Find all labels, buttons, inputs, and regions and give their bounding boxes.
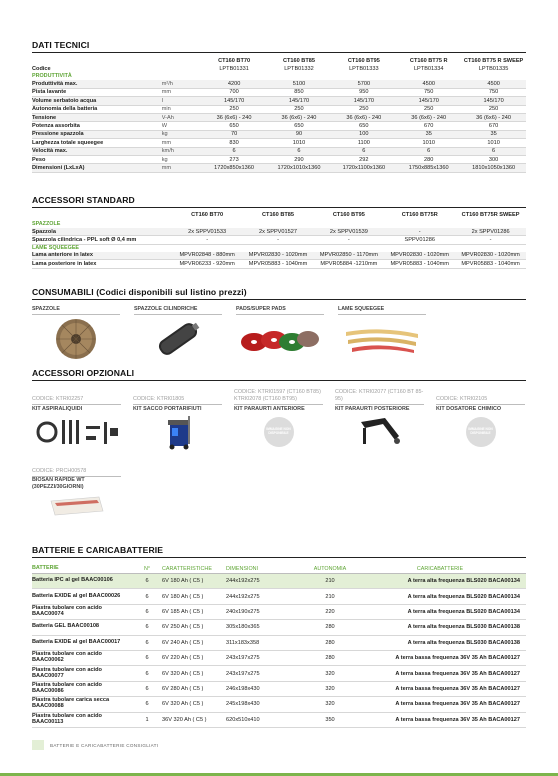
row-label: Spazzola [32,228,56,235]
batteries-legend [32,740,158,750]
optional-item-rear-bumper-kit [335,385,424,451]
row-value: 1810x1050x1360 [472,164,516,171]
row-value: 36 (6x6) - 240 [281,114,317,121]
biosan-image [32,491,121,521]
row-value: 650 [229,123,239,130]
consumables-section [32,287,526,363]
model-header: CT160 BT75R [401,211,438,218]
battery-dimensions: 243x197x275 [226,655,260,662]
batteries-header-row [32,564,526,574]
battery-qty: 6 [145,639,149,646]
col-header: CARICABATTERIE [416,565,464,572]
row-value: 35 [425,131,432,138]
row-value: 4200 [227,81,241,88]
row-value: - [206,237,209,244]
tech-row [32,122,526,130]
batteries-section [32,545,526,728]
batteries-rows [32,574,526,728]
row-value: MPVR05884 -1210mm [320,260,378,267]
row-value: 145/170 [483,97,504,104]
optional-name: KIT PARAURTI POSTERIORE [335,406,410,412]
row-value: 36 (6x6) - 240 [411,114,447,121]
battery-qty: 6 [145,608,149,615]
optional-name: KIT PARAURTI ANTERIORE [234,406,305,412]
row-label: Dimensioni (LxLxA) [32,164,85,171]
model-header: CT160 BT85 [282,57,315,64]
model-header: CT160 BT85 [261,211,295,218]
row-value: MPVR06233 - 920mm [179,260,235,267]
row-value: 5700 [357,81,371,88]
battery-row [32,682,526,697]
optional-item-front-bumper-kit [234,385,323,451]
tech-row [32,156,526,164]
code-label: Codice [32,66,51,73]
row-value: 292 [359,156,369,163]
brushes-subheader: SPAZZOLE [32,221,61,227]
row-value: 280 [424,156,434,163]
model-header: CT160 BT95 [332,211,365,218]
row-value: 273 [229,156,239,163]
row-label: Velocità max. [32,148,68,155]
optional-code: CODICE: KTRI01805 [133,385,222,405]
row-value: MPVR02848 - 880mm [179,252,235,259]
row-value: 750 [488,89,499,96]
battery-name: Batteria EXIDE al gel BAAC00017 [32,638,121,645]
row-label: Lama posteriore in latex [32,260,97,267]
battery-qty: 6 [145,701,149,708]
row-value: 6 [492,148,496,155]
row-unit: kg [161,156,168,163]
battery-charger: A terra alta frequenza BLS020 BACA00134 [407,608,520,615]
tech-rows [32,80,526,172]
battery-row [32,636,526,651]
row-value: 670 [424,123,434,130]
battery-dimensions: 240x190x275 [226,608,260,615]
row-label: Larghezza totale squeegee [32,139,104,146]
standard-section [32,195,526,269]
battery-row [32,574,526,589]
tech-header-row [32,56,526,65]
optional-item-biosan [32,457,121,521]
row-value: 2x SPPV01286 [471,228,510,235]
row-value: 300 [488,156,499,163]
waste-bag-kit-image [133,413,222,451]
row-value: 850 [294,89,304,96]
battery-qty: 1 [145,716,149,723]
image-unavailable-placeholder: IMMAGINE NON DISPONIBILE [264,417,294,447]
model-code: LPTB01333 [349,66,379,73]
col-header: AUTONOMIA [313,565,347,572]
row-value: 2x SPPV01527 [259,228,297,235]
battery-spec: 6V 185 Ah ( C5 ) [162,608,204,615]
battery-charger: A terra alta frequenza BLS030 BACA00138 [407,624,520,631]
battery-qty: 6 [145,593,149,600]
consumable-squeegee-blades [338,306,426,363]
squeegee-subheader: LAME SQUEEGEE [32,244,80,251]
optional-code: CODICE: KTRI02257 [32,385,121,405]
battery-dimensions: 246x198x430 [226,685,260,692]
row-unit: l [161,97,163,104]
row-label: Pista lavante [32,89,67,96]
row-value: 1010 [422,139,435,146]
row-unit: m²/h [161,81,173,88]
standard-row [32,252,526,260]
row-value: 145/170 [418,97,439,104]
battery-autonomy: 210 [325,593,335,600]
tech-row [32,97,526,105]
model-code: LPTB01331 [219,66,249,73]
consumable-cylindrical-brushes [134,306,222,363]
tech-row [32,139,526,147]
battery-row [32,605,526,620]
brushes-rows [32,228,526,245]
battery-autonomy: 320 [325,685,335,692]
battery-charger: A terra alta frequenza BLS020 BACA00134 [407,578,520,585]
row-unit: kg [161,131,168,138]
battery-name: Piastra tubolare carica secca BAAC00088 [32,697,110,710]
battery-row [32,697,526,712]
row-value: 1720x1100x1360 [342,164,386,171]
tech-section [32,40,526,173]
row-value: 750 [424,89,434,96]
standard-title: ACCESSORI STANDARD [32,195,526,208]
battery-dimensions: 620x510x410 [226,716,260,723]
model-header: CT160 BT70 [218,57,251,64]
row-value: 250 [359,106,369,113]
row-value: 36 (6x6) - 240 [216,114,252,121]
row-value: - [347,237,350,244]
cylindrical-brush-image [134,315,222,363]
tech-title: DATI TECNICI [32,40,526,53]
squeegee-blades-image [338,315,426,363]
row-value: 2x SPPV01533 [188,228,227,235]
row-value: - [277,237,279,244]
battery-spec: 6V 220 Ah ( C5 ) [162,655,204,662]
optional-section [32,368,526,527]
row-value: 100 [359,131,369,138]
battery-autonomy: 220 [325,608,335,615]
row-unit: mm [161,139,172,146]
row-value: 1720x850x1360 [214,164,254,171]
row-value: 6 [297,148,301,155]
battery-dimensions: 245x198x430 [226,701,260,708]
row-value: 4500 [487,81,500,88]
optional-code: CODICE: PRCH00578 [32,457,121,477]
row-label: Spazzola cilindrica - PPL soft Ø 0,4 mm [32,237,137,244]
row-value: 250 [229,106,239,113]
battery-autonomy: 280 [325,624,335,631]
battery-dimensions: 305x180x365 [226,624,260,631]
optional-name: KIT ASPIRALIQUIDI [32,406,83,412]
brush-disc-image [32,315,120,363]
consumable-label: LAME SQUEEGEE [338,306,426,315]
row-value: 1100 [357,139,370,146]
battery-charger: A terra bassa frequenza 36V 35 Ah BACA00127 [395,701,520,708]
row-value: 70 [230,131,238,138]
battery-spec: 6V 280 Ah ( C5 ) [162,685,204,692]
col-header: N° [143,565,151,572]
row-value: MPVR02830 - 1020mm [248,252,308,259]
row-value: 1750x885x1360 [408,164,449,171]
row-label: Produttività max. [32,81,78,88]
tech-row [32,106,526,114]
optional-name: KIT DOSATORE CHIMICO [436,406,502,412]
col-header: DIMENSIONI [226,565,259,572]
battery-name: Batteria EXIDE al gel BAAC00026 [32,592,121,599]
row-label: Tensione [32,114,57,121]
squeegee-rows [32,252,526,269]
row-value: 90 [295,131,303,138]
battery-row [32,651,526,666]
battery-qty: 6 [145,670,149,677]
batteries-title: BATTERIE E CARICABATTERIE [32,545,526,558]
row-value: 36 (6x6) - 240 [346,114,382,121]
row-value: 830 [229,139,239,146]
row-label: Peso [32,156,46,163]
legend-text: BATTERIE E CARICABATTERIE CONSIGLIATI [50,742,159,748]
battery-autonomy: 320 [325,670,335,677]
col-header: BATTERIE [32,564,59,571]
battery-spec: 6V 180 Ah ( C5 ) [162,578,204,585]
battery-charger: A terra bassa frequenza 36V 35 Ah BACA00127 [395,655,520,662]
battery-dimensions: 311x183x358 [226,639,260,646]
row-value: 1720x1010x1360 [277,164,321,171]
row-value: - [418,228,421,235]
row-value: 36 (6x6) - 240 [476,114,511,121]
row-value: MPVR05883 - 1040mm [461,260,520,267]
battery-charger: A terra bassa frequenza 36V 35 Ah BACA00127 [395,685,520,692]
productivity-subheader: PRODUTTIVITÀ [32,73,72,80]
row-label: Pressione spazzola [32,131,84,138]
battery-spec: 6V 250 Ah ( C5 ) [162,624,204,631]
battery-row [32,620,526,635]
row-value: MPVR02830 - 1020mm [461,252,520,259]
optional-name: BIOSAN RAPIDE WT (30PEZZI/30GIORNI) [32,477,85,490]
row-value: 145/170 [353,97,374,104]
pads-image [236,315,324,363]
row-value: 1010 [292,139,306,146]
row-value: MPVR02850 - 1170mm [319,252,378,259]
rear-bumper-kit-image [335,413,424,451]
row-value: 650 [294,123,304,130]
optional-item-waste-bag-kit [133,385,222,451]
battery-row [32,713,526,728]
model-header: CT160 BT70 [191,211,224,218]
row-value: 250 [424,106,434,113]
row-label: Volume serbatoio acqua [32,97,97,104]
battery-dimensions: 244x192x275 [226,578,260,585]
model-header: CT160 BT75 R SWEEP [463,57,524,64]
row-value: 6 [362,148,366,155]
row-value: 650 [359,123,369,130]
battery-autonomy: 280 [325,639,335,646]
battery-autonomy: 280 [325,655,335,662]
model-header: CT160 BT75R SWEEP [461,211,520,218]
optional-item-wet-vac-kit [32,385,121,451]
battery-charger: A terra bassa frequenza 36V 35 Ah BACA00127 [395,716,520,723]
legend-swatch [32,740,44,750]
battery-row [32,589,526,604]
standard-header-row [32,208,526,221]
optional-item-chemical-dosing-kit [436,385,525,451]
row-value: 145/170 [288,97,310,104]
battery-autonomy: 210 [325,578,335,585]
battery-name: Batteria IPC al gel BAAC00106 [32,577,113,584]
battery-name: Piastra tubolare con acido BAAC00113 [32,712,102,725]
col-header: CARATTERISTICHE [162,565,212,572]
row-unit: mm [161,89,172,96]
model-code: LPTB01334 [413,66,444,73]
row-value: MPVR05883 - 1040mm [248,260,308,267]
consumable-label: SPAZZOLE CILINDRICHE [134,306,222,315]
row-unit: W [161,123,168,130]
row-value: 250 [488,106,499,113]
battery-autonomy: 350 [325,716,335,723]
image-unavailable-placeholder: IMMAGINE NON DISPONIBILE [466,417,496,447]
row-value: 950 [359,89,369,96]
optional-name: KIT SACCO PORTARIFIUTI [133,406,202,412]
row-value: 670 [488,123,499,130]
battery-qty: 6 [145,578,149,585]
battery-name: Piastra tubolare con acido BAAC00086 [32,682,102,694]
battery-dimensions: 243x197x275 [226,670,260,677]
row-unit: mm [161,164,172,171]
row-value: 4500 [422,81,435,88]
standard-row [32,228,526,236]
battery-spec: 36V 320 Ah ( C5 ) [162,716,207,723]
row-value: MPVR05883 - 1040mm [390,260,449,267]
row-label: Autonomia della batteria [32,106,98,113]
battery-qty: 6 [145,685,149,692]
battery-spec: 6V 320 Ah ( C5 ) [162,670,204,677]
row-label: Potenza assorbita [32,123,80,130]
battery-charger: A terra alta frequenza BLS030 BACA00138 [407,639,520,646]
model-code: LPTB01335 [478,66,509,73]
tech-row [32,164,526,172]
row-value: 35 [490,131,497,138]
row-value: 6 [427,148,431,155]
model-code: LPTB01332 [284,66,314,73]
row-value: 250 [294,106,304,113]
battery-spec: 6V 240 Ah ( C5 ) [162,639,204,646]
tech-row [32,80,526,88]
model-header: CT160 BT95 [347,57,380,64]
row-value: - [489,237,492,244]
consumable-brushes [32,306,120,363]
tech-row [32,114,526,122]
optional-code: CODICE: KTRI01597 (CT160 BT85) KTRI02078 (CT160 BT95) [234,385,323,405]
row-value: 1010 [487,139,500,146]
row-value: 145/170 [223,97,245,104]
battery-spec: 6V 180 Ah ( C5 ) [162,593,204,600]
standard-row [32,260,526,268]
battery-name: Batteria GEL BAAC00108 [32,623,100,630]
consumable-label: PADS/SUPER PADS [236,306,324,315]
battery-row [32,666,526,681]
row-value: 2x SPPV01539 [329,228,368,235]
battery-qty: 6 [145,655,149,662]
row-label: Lama anteriore in latex [32,252,93,259]
standard-row [32,236,526,244]
row-value: 5100 [292,81,306,88]
optional-title: ACCESSORI OPZIONALI [32,368,526,381]
consumable-label: SPAZZOLE [32,306,120,315]
row-unit: V-Ah [161,114,174,121]
optional-code: CODICE: KTRI02105 [436,385,525,405]
battery-autonomy: 320 [325,701,335,708]
row-value: MPVR02830 - 1020mm [390,252,449,259]
battery-name: Piastra tubolare con acido BAAC00062 [32,651,102,664]
row-unit: min [161,106,171,113]
wet-vac-kit-image [32,413,121,451]
consumables-title: CONSUMABILI (Codici disponibili sul listino prezzi) [32,287,526,300]
battery-name: Piastra tubolare con acido BAAC00077 [32,666,102,679]
row-unit: km/h [161,148,174,155]
battery-charger: A terra bassa frequenza 36V 35 Ah BACA00127 [395,670,520,677]
row-value: SPPV01286 [404,237,435,244]
battery-qty: 6 [145,624,149,631]
row-value: 700 [229,89,239,96]
tech-row [32,131,526,139]
row-value: 290 [294,156,304,163]
model-header: CT160 BT75 R [409,57,448,64]
battery-dimensions: 244x192x275 [226,593,260,600]
tech-code-row [32,65,526,73]
tech-row [32,89,526,97]
row-value: 6 [232,148,236,155]
battery-name: Piastra tubolare con acido BAAC00074 [32,605,102,617]
tech-row [32,148,526,156]
battery-spec: 6V 320 Ah ( C5 ) [162,701,204,708]
battery-charger: A terra alta frequenza BLS020 BACA00134 [407,593,520,600]
optional-code: CODICE: KTRI02077 (CT160 BT 85-95) [335,385,424,405]
consumable-pads [236,306,324,363]
